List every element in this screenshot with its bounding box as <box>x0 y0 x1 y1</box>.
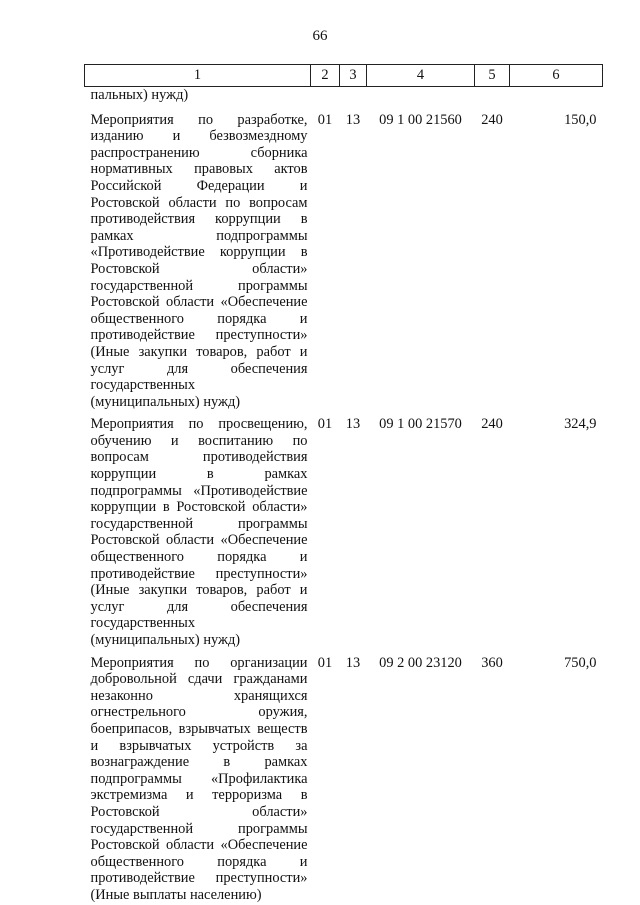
header-col-4: 4 <box>367 65 475 87</box>
table-row <box>85 416 603 654</box>
row-target-article: 09 2 00 23120 <box>379 654 462 671</box>
table-row <box>85 655 603 904</box>
row-amount: 150,0 <box>564 111 597 128</box>
header-row <box>85 65 603 87</box>
header-col-2: 2 <box>311 65 340 87</box>
table-row <box>85 112 603 417</box>
row-subsection: 13 <box>345 654 361 671</box>
table-body <box>85 87 603 904</box>
row-amount: 750,0 <box>564 654 597 671</box>
row-target-article: 09 1 00 21560 <box>379 111 462 128</box>
continuation-row <box>85 87 603 112</box>
row-subsection: 13 <box>345 416 361 433</box>
row-description: Мероприятия по разработке, изданию и безвозмездному распространению сборника нормативных правовых актов Российской Федерации и Ростовской области по вопросам противодействия коррупции в рамках подпрограммы «Противодействие коррупции в Ростовской области» государственной программы Ростовской области «Обеспечение общественного порядка и противодействие преступности» (Иные закупки товаров, работ и услуг для обеспечения государственных (муниципальных) нужд) <box>90 111 308 410</box>
row-target-article: 09 1 00 21570 <box>379 416 462 433</box>
row-subsection: 13 <box>345 111 361 128</box>
row-expense-type: 240 <box>481 111 503 128</box>
header-col-5: 5 <box>475 65 510 87</box>
row-expense-type: 240 <box>481 416 503 433</box>
row-description: Мероприятия по просвещению, обучению и воспитанию по вопросам противодействия коррупции в рамках подпрограммы «Противодействие коррупции в Ростовской области» государственной программы Ростовской области «Обеспечение общественного порядка и противодействие преступности» (Иные закупки товаров, работ и услуг для обеспечения государственных (муниципальных) нужд) <box>90 416 308 648</box>
header-col-6: 6 <box>510 65 603 87</box>
row-expense-type: 360 <box>481 654 503 671</box>
row-description: Мероприятия по организации добровольной сдачи гражданами незаконно хранящихся огнестрельного оружия, боеприпасов, взрывчатых веществ и взрывчатых устройств за вознаграждение в рамках подпрограммы «Профилактика экстремизма и терроризма в Ростовской области» государственной программы Ростовской области «Обеспечение общественного порядка и противодействие преступности» (Иные выплаты населению) <box>90 654 308 903</box>
page-number: 66 <box>312 28 328 44</box>
header-col-1: 1 <box>85 65 311 87</box>
continuation-text: пальных) нужд) <box>90 87 189 103</box>
table-header <box>85 65 603 87</box>
row-amount: 324,9 <box>564 416 597 433</box>
row-section: 01 <box>317 111 333 128</box>
row-section: 01 <box>317 416 333 433</box>
header-col-3: 3 <box>340 65 367 87</box>
budget-table <box>84 64 603 904</box>
row-section: 01 <box>317 654 333 671</box>
